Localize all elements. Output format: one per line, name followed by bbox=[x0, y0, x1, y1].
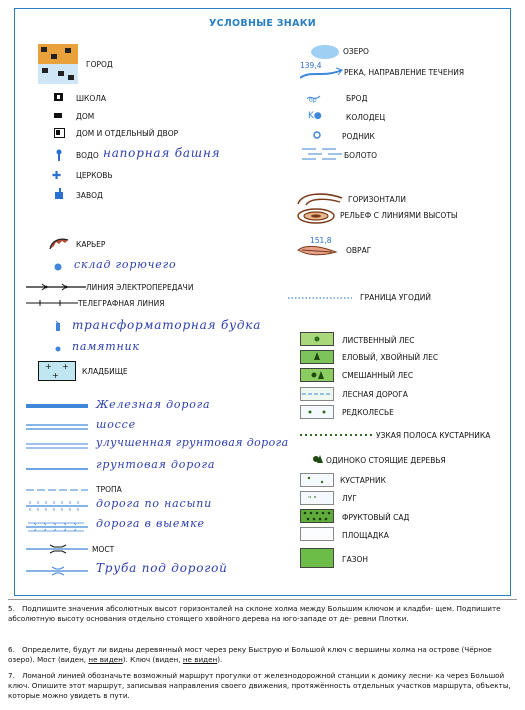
question-7: 7. Ломаной линией обозначьте возможный маршрут прогулки от железнодорожной станции к домику лесни- ка через Большой ключ. Опишите этот маршрут, записывая направления своего движения, протяжённость отдельных участков маршрута, объекты, которые можно увидеть в пути. bbox=[8, 671, 511, 701]
swamp-label: БОЛОТО bbox=[344, 151, 378, 160]
shrub-strip-label: УЗКАЯ ПОЛОСА КУСТАРНИКА bbox=[376, 431, 491, 440]
ground-area-label: ПЛОЩАДКА bbox=[342, 531, 389, 540]
spring-symbol bbox=[312, 130, 322, 140]
transformer-label: трансформаторная будка bbox=[72, 318, 262, 332]
cutting-road-symbol bbox=[26, 521, 88, 533]
svg-text:бр: бр bbox=[309, 97, 317, 103]
power-line-symbol bbox=[26, 282, 86, 292]
ground-area-symbol bbox=[300, 527, 334, 541]
transformer-symbol bbox=[53, 320, 63, 332]
question-5: 5. Подпишите значения абсолютных высот горизонталей на склоне холма между Большим ключом и кладби- щем. Подпишите абсолютную высоту основания отдельно стоящего хвойного дерева на юго-западе от де- ревни Плотки. bbox=[8, 604, 501, 624]
highway-label: шоссе bbox=[96, 418, 136, 431]
lawn-symbol bbox=[300, 548, 334, 568]
svg-text:+: + bbox=[62, 362, 69, 371]
elevation-151: 151,8 bbox=[310, 236, 332, 245]
cemetery-label: КЛАДБИЩЕ bbox=[82, 367, 128, 376]
meadow-label: ЛУГ bbox=[342, 494, 357, 503]
sparse-forest-symbol bbox=[300, 405, 334, 419]
svg-text:+: + bbox=[45, 362, 52, 371]
quarry-label: КАРЬЕР bbox=[76, 240, 106, 249]
divider bbox=[8, 599, 517, 600]
well-icon: K● bbox=[308, 111, 322, 121]
coniferous-forest-symbol bbox=[300, 350, 334, 364]
bridge-label: МОСТ bbox=[92, 545, 115, 554]
answer-spring: не виден bbox=[182, 655, 218, 665]
power-line-label: ЛИНИЯ ЭЛЕКТРОПЕРЕДАЧИ bbox=[86, 283, 194, 292]
house-yard-label: ДОМ И ОТДЕЛЬНЫЙ ДВОР bbox=[76, 129, 179, 138]
highway-symbol bbox=[26, 424, 88, 430]
orchard-symbol bbox=[300, 509, 334, 523]
lake-label: ОЗЕРО bbox=[343, 47, 369, 56]
trail-label: ТРОПА bbox=[96, 485, 122, 494]
water-tower-label-prefix: ВОДО bbox=[76, 151, 99, 160]
shrub-label: КУСТАРНИК bbox=[340, 476, 386, 485]
relief-symbol bbox=[296, 207, 338, 225]
mixed-forest-symbol bbox=[300, 368, 334, 382]
lake-symbol bbox=[310, 44, 340, 60]
bridge-symbol bbox=[26, 544, 88, 554]
fuel-depot-label: склад горючего bbox=[74, 258, 177, 271]
city-symbol bbox=[38, 44, 78, 84]
meadow-symbol bbox=[300, 491, 334, 505]
deciduous-forest-label: ЛИСТВЕННЫЙ ЛЕС bbox=[342, 336, 415, 345]
house-symbol bbox=[54, 113, 64, 119]
single-trees-symbol bbox=[312, 455, 324, 465]
answer-bridge: не виден bbox=[88, 655, 123, 665]
railway-symbol bbox=[26, 404, 88, 409]
coniferous-forest-label: ЕЛОВЫЙ, ХВОЙНЫЙ ЛЕС bbox=[342, 353, 439, 362]
culvert-symbol bbox=[26, 565, 88, 577]
spring-label: РОДНИК bbox=[342, 132, 375, 141]
church-icon: ✚ bbox=[52, 169, 62, 182]
forest-road-symbol bbox=[300, 387, 334, 401]
swamp-symbol bbox=[300, 146, 346, 162]
lawn-label: ГАЗОН bbox=[342, 555, 369, 564]
ford-label: БРОД bbox=[346, 94, 368, 103]
railway-label: Железная дорога bbox=[96, 398, 211, 411]
land-boundary-symbol bbox=[288, 296, 352, 300]
cutting-road-label: дорога в выемке bbox=[96, 517, 205, 530]
factory-label: ЗАВОД bbox=[76, 191, 103, 200]
quarry-symbol bbox=[48, 237, 70, 251]
deciduous-forest-symbol bbox=[300, 332, 334, 346]
water-tower-symbol bbox=[55, 149, 63, 161]
svg-text:+: + bbox=[52, 371, 59, 380]
question-6: 6. Определите, будут ли видны деревянный мост через реку Быструю и Большой ключ с вершины холма на острове (Чёрное озеро). Мост (виден, не виден). Ключ (виден, не виден). bbox=[8, 645, 492, 665]
contours-symbol bbox=[296, 190, 346, 208]
river-label: РЕКА, НАПРАВЛЕНИЕ ТЕЧЕНИЯ bbox=[344, 68, 465, 77]
embankment-road-symbol bbox=[26, 500, 88, 512]
monument-label: памятник bbox=[72, 340, 140, 353]
ravine-symbol bbox=[296, 242, 340, 260]
elevation-139: 139,4 bbox=[300, 61, 322, 70]
shrub-strip-symbol bbox=[300, 432, 372, 438]
telegraph-line-symbol bbox=[26, 299, 78, 307]
fuel-depot-symbol bbox=[53, 263, 63, 271]
improved-dirt-road-label: улучшенная грунтовая дорога bbox=[96, 436, 289, 449]
river-symbol bbox=[300, 66, 344, 80]
embankment-road-label: дорога по насыпи bbox=[96, 497, 212, 510]
house-yard-symbol bbox=[54, 128, 66, 138]
school-symbol bbox=[54, 93, 64, 102]
factory-symbol bbox=[53, 188, 65, 200]
well-label: КОЛОДЕЦ bbox=[346, 113, 386, 122]
telegraph-line-label: ТЕЛЕГРАФНАЯ ЛИНИЯ bbox=[78, 299, 165, 308]
land-boundary-label: ГРАНИЦА УГОДИЙ bbox=[360, 293, 431, 302]
relief-label: РЕЛЬЕФ С ЛИНИЯМИ ВЫСОТЫ bbox=[340, 211, 458, 220]
culvert-label: Труба под дорогой bbox=[96, 561, 228, 575]
city-label: ГОРОД bbox=[86, 60, 113, 69]
water-tower-label-hw: напорная башня bbox=[103, 146, 221, 160]
single-trees-label: ОДИНОКО СТОЯЩИЕ ДЕРЕВЬЯ bbox=[326, 456, 446, 465]
trail-symbol bbox=[26, 488, 88, 492]
dirt-road-symbol bbox=[26, 467, 88, 471]
shrub-symbol bbox=[300, 473, 334, 487]
monument-symbol bbox=[54, 345, 62, 353]
svg-text:" ": " " bbox=[308, 495, 317, 503]
sparse-forest-label: РЕДКОЛЕСЬЕ bbox=[342, 408, 394, 417]
mixed-forest-label: СМЕШАННЫЙ ЛЕС bbox=[342, 371, 414, 380]
school-label: ШКОЛА bbox=[76, 94, 107, 103]
legend-title: УСЛОВНЫЕ ЗНАКИ bbox=[208, 18, 317, 29]
ford-symbol bbox=[306, 93, 322, 103]
cemetery-symbol bbox=[38, 361, 76, 381]
dirt-road-label: грунтовая дорога bbox=[96, 458, 216, 471]
ravine-label: ОВРАГ bbox=[346, 246, 372, 255]
forest-road-label: ЛЕСНАЯ ДОРОГА bbox=[342, 390, 408, 399]
orchard-label: ФРУКТОВЫЙ САД bbox=[342, 513, 410, 522]
house-label: ДОМ bbox=[76, 112, 95, 121]
improved-dirt-road-symbol bbox=[26, 443, 88, 449]
church-label: ЦЕРКОВЬ bbox=[76, 171, 113, 180]
contours-label: ГОРИЗОНТАЛИ bbox=[348, 195, 406, 204]
